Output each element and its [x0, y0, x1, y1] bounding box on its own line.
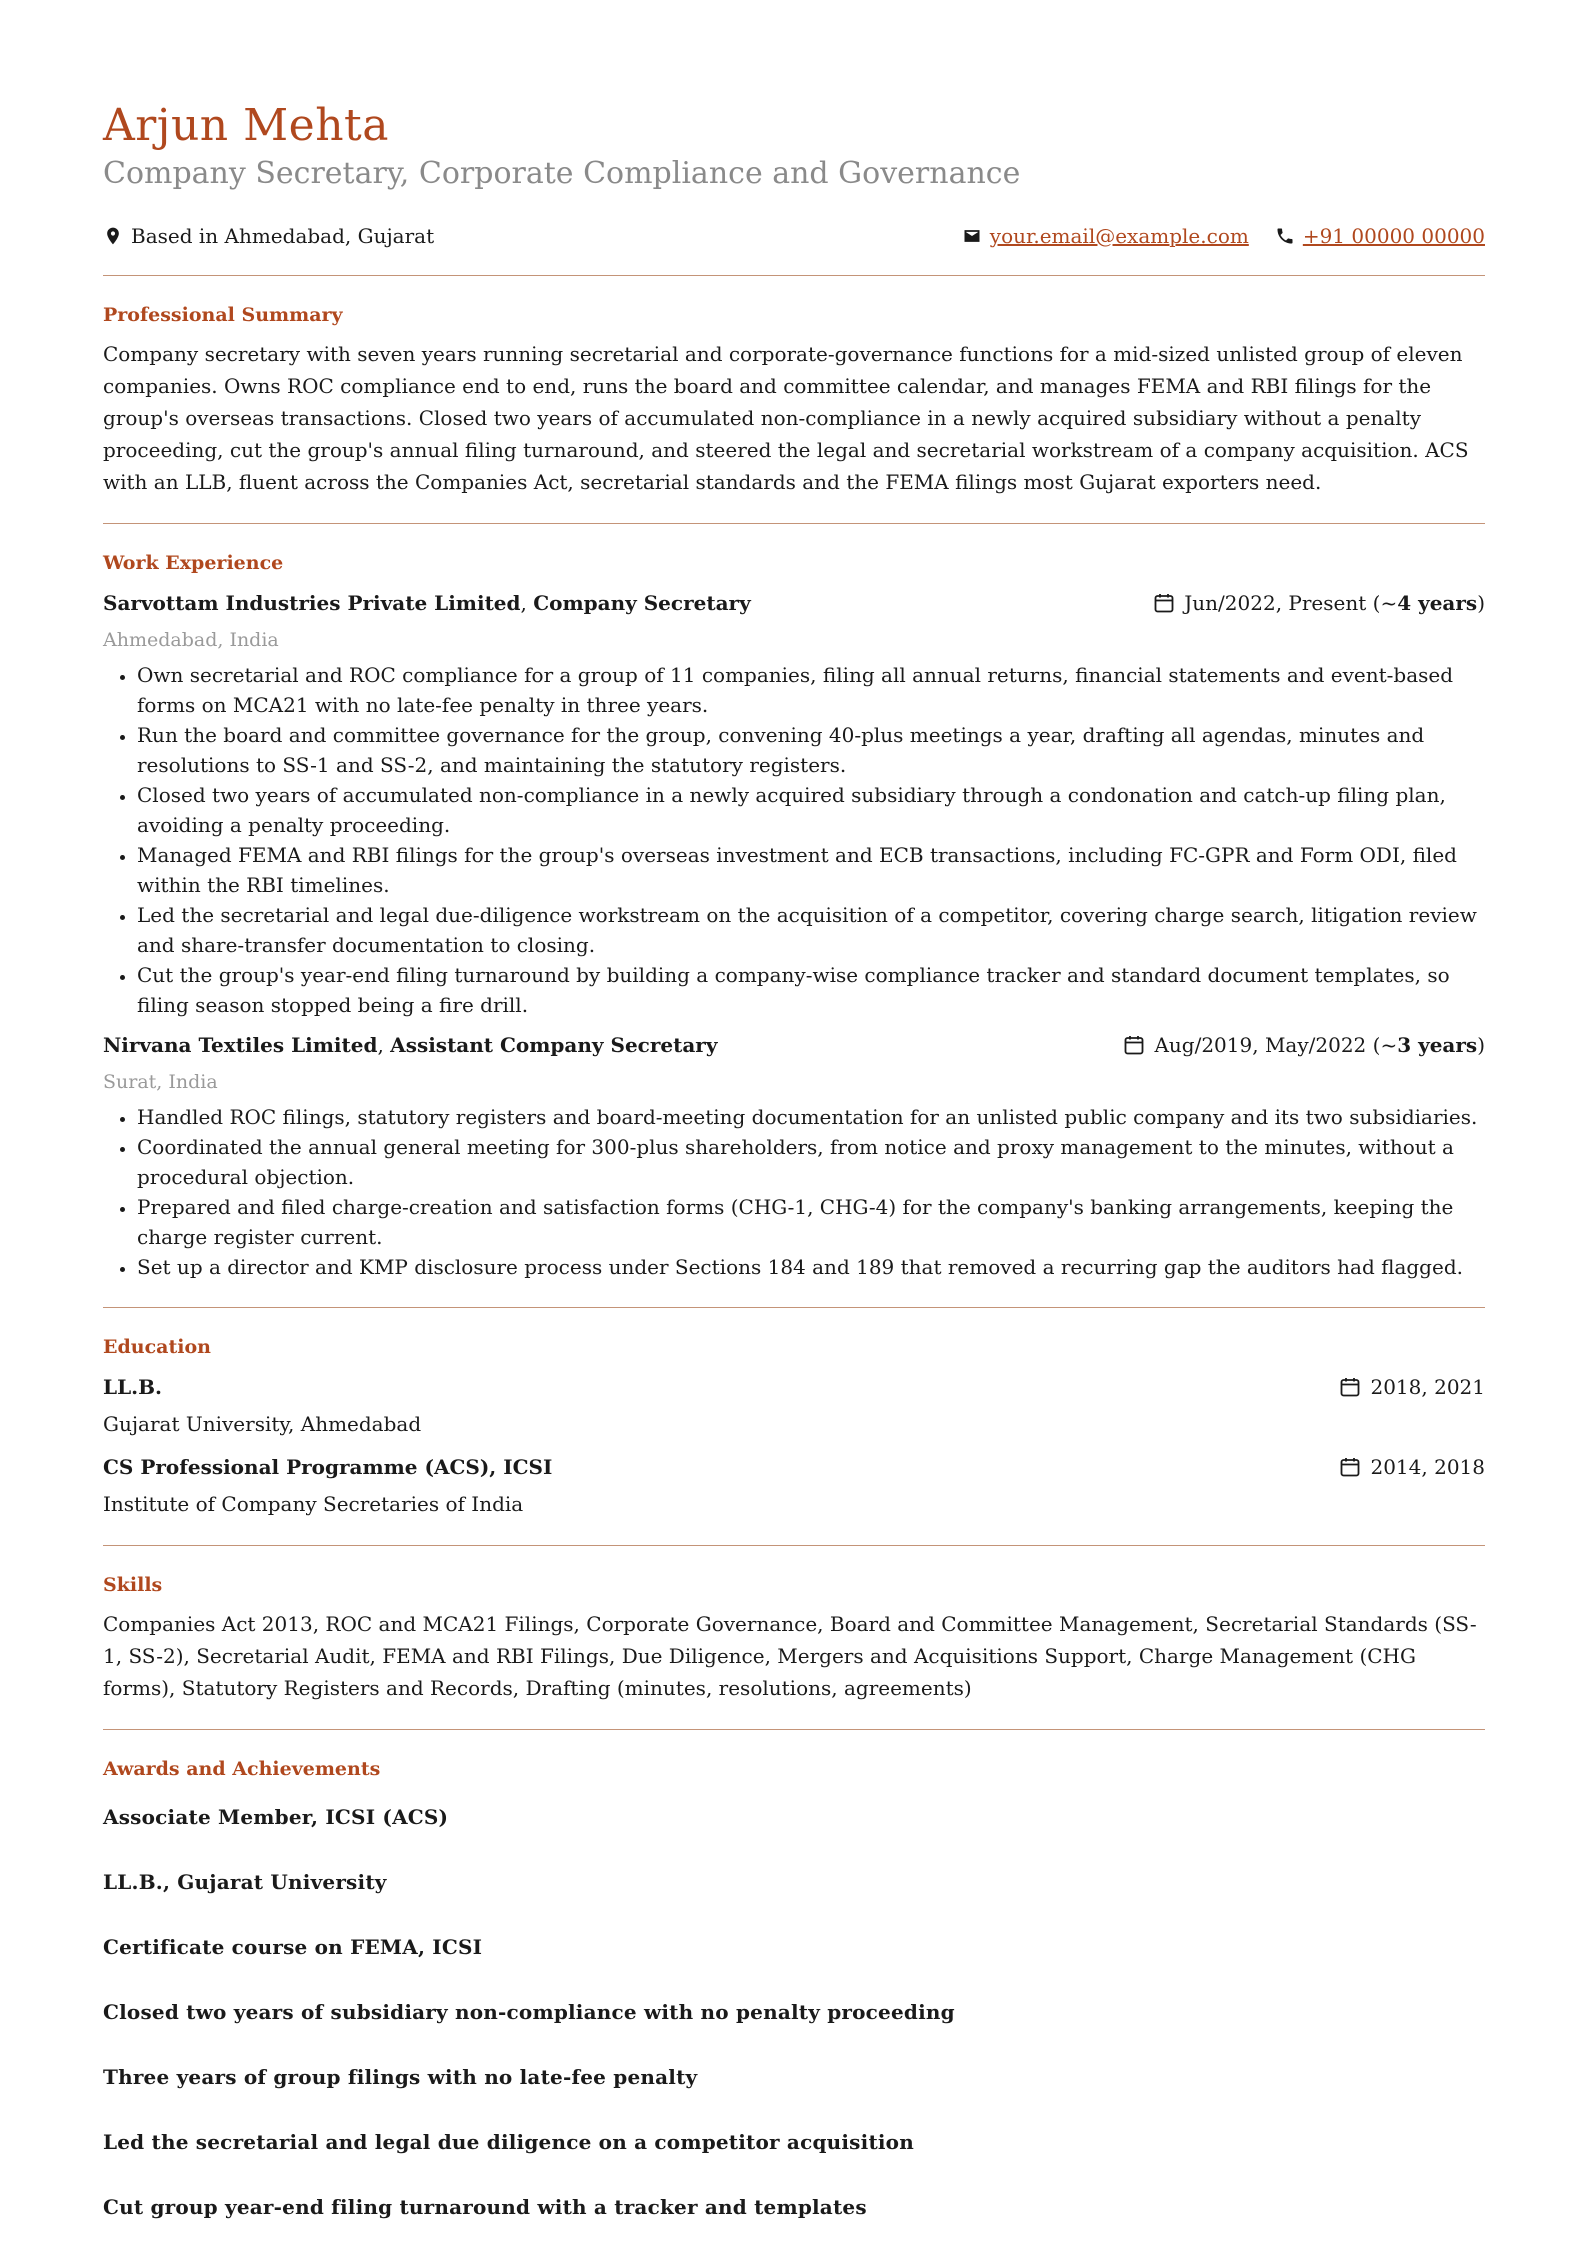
- education-dates: [1338, 1370, 1485, 1404]
- education-entry: [103, 1450, 1485, 1520]
- bullet-item: • Closed two years of accumulated non-compliance in a newly acquired subsidiary through a condonation and catch-up filing plan, avoiding a penalty proceeding.: [137, 780, 1485, 840]
- calendar-icon: [1152, 591, 1176, 615]
- job-title: Nirvana Textiles Limited, Assistant Company Secretary: [103, 1033, 718, 1057]
- job-role: Company Secretary: [533, 591, 751, 615]
- calendar-icon: [1338, 1455, 1362, 1479]
- date-close: ): [1477, 1033, 1485, 1057]
- job-dates: [1152, 586, 1485, 620]
- job-header: [103, 1028, 1485, 1062]
- phone-link[interactable]: +91 00000 00000: [1302, 224, 1485, 248]
- school: Gujarat University, Ahmedabad: [103, 1412, 422, 1436]
- date-range: Jun/2022, Present (~: [1184, 591, 1398, 615]
- date-close: ): [1477, 591, 1485, 615]
- degree: CS Professional Programme (ACS), ICSI: [103, 1455, 553, 1479]
- job-dates: [1122, 1028, 1485, 1062]
- contact-links: [936, 224, 1485, 248]
- skills-section: [103, 1546, 1485, 1704]
- education-section: [103, 1308, 1485, 1520]
- job-bullets: [103, 660, 1485, 1020]
- awards-section: [103, 1730, 1485, 2222]
- section-title: Professional Summary: [103, 304, 343, 326]
- job-bullets: [103, 1102, 1485, 1282]
- experience-section: [103, 524, 1485, 1282]
- date-range: 2018, 2021: [1370, 1375, 1485, 1399]
- candidate-headline: Company Secretary, Corporate Compliance and Governance: [103, 156, 1021, 191]
- phone-contact: [1275, 224, 1485, 248]
- duration: 4 years: [1397, 591, 1478, 615]
- email-contact: [962, 224, 1249, 248]
- contact-row: [103, 222, 1485, 250]
- bullet-item: • Managed FEMA and RBI filings for the group's overseas investment and ECB transactions, including FC-GPR and Form ODI, filed within the RBI timelines.: [137, 840, 1485, 900]
- job-title: Sarvottam Industries Private Limited, Company Secretary: [103, 591, 751, 615]
- job-entry: [103, 586, 1485, 1020]
- award-item: Certificate course on FEMA, ICSI: [103, 1935, 483, 1959]
- education-entry: [103, 1370, 1485, 1440]
- summary-section: [103, 276, 1485, 498]
- education-dates: [1338, 1450, 1485, 1484]
- bullet-item: • Led the secretarial and legal due-diligence workstream on the acquisition of a competitor, covering charge search, litigation review and share-transfer documentation to closing.: [137, 900, 1485, 960]
- education-header: [103, 1450, 1485, 1484]
- email-link[interactable]: your.email@example.com: [989, 224, 1249, 248]
- phone-icon: [1275, 226, 1295, 246]
- section-title: Awards and Achievements: [103, 1758, 381, 1780]
- bullet-item: • Prepared and filed charge-creation and satisfaction forms (CHG-1, CHG-4) for the company's banking arrangements, keeping the charge register current.: [137, 1192, 1485, 1252]
- date-range: Aug/2019, May/2022 (~: [1154, 1033, 1398, 1057]
- bullet-item: • Set up a director and KMP disclosure process under Sections 184 and 189 that removed a recurring gap the auditors had flagged.: [137, 1252, 1485, 1282]
- bullet-item: • Cut the group's year-end filing turnaround by building a company-wise compliance tracker and standard document templates, so filing season stopped being a fire drill.: [137, 960, 1485, 1020]
- section-title: Education: [103, 1336, 211, 1358]
- calendar-icon: [1122, 1033, 1146, 1057]
- calendar-icon: [1338, 1375, 1362, 1399]
- duration: 3 years: [1397, 1033, 1478, 1057]
- envelope-icon: [962, 226, 982, 246]
- job-header: [103, 586, 1485, 620]
- candidate-name: Arjun Mehta: [103, 100, 389, 151]
- section-title: Work Experience: [103, 552, 284, 574]
- skills-text: Companies Act 2013, ROC and MCA21 Filings, Corporate Governance, Board and Committee Management, Secretarial Standards (SS-1, SS-2), Secretarial Audit, FEMA and RBI Filings, Due Diligence, Mergers and Acquisitions Support, Charge Management (CHG forms), Statutory Registers and Records, Drafting (minutes, resolutions, agreements): [103, 1612, 1477, 1700]
- award-item: Associate Member, ICSI (ACS): [103, 1805, 449, 1829]
- education-header: [103, 1370, 1485, 1404]
- bullet-item: • Own secretarial and ROC compliance for a group of 11 companies, filing all annual returns, financial statements and event-based forms on MCA21 with no late-fee penalty in three years.: [137, 660, 1485, 720]
- job-entry: [103, 1028, 1485, 1282]
- award-item: Closed two years of subsidiary non-compliance with no penalty proceeding: [103, 2000, 955, 2024]
- job-role: Assistant Company Secretary: [390, 1033, 718, 1057]
- award-item: LL.B., Gujarat University: [103, 1870, 387, 1894]
- bullet-item: • Run the board and committee governance for the group, convening 40-plus meetings a year, drafting all agendas, minutes and resolutions to SS-1 and SS-2, and maintaining the statutory registers.: [137, 720, 1485, 780]
- location: [103, 224, 434, 248]
- section-title: Skills: [103, 1574, 163, 1596]
- award-item: Cut group year-end filing turnaround with a tracker and templates: [103, 2195, 867, 2219]
- location-text: Based in Ahmedabad, Gujarat: [131, 224, 435, 248]
- summary-text: Company secretary with seven years running secretarial and corporate-governance functions for a mid-sized unlisted group of eleven companies. Owns ROC compliance end to end, runs the board and committee calendar, and manages FEMA and RBI filings for the group's overseas transactions. Closed two years of accumulated non-compliance in a newly acquired subsidiary without a penalty proceeding, cut the group's annual filing turnaround, and steered the legal and secretarial workstream of a company acquisition. ACS with an LLB, fluent across the Companies Act, secretarial standards and the FEMA filings most Gujarat exporters need.: [103, 342, 1469, 494]
- job-location: Surat, India: [103, 1071, 218, 1093]
- company-name: Sarvottam Industries Private Limited: [103, 591, 521, 615]
- bullet-item: • Handled ROC filings, statutory registers and board-meeting documentation for an unlisted public company and its two subsidiaries.: [137, 1102, 1485, 1132]
- school: Institute of Company Secretaries of India: [103, 1492, 524, 1516]
- map-pin-icon: [103, 226, 123, 246]
- degree: LL.B.: [103, 1375, 162, 1399]
- bullet-item: • Coordinated the annual general meeting for 300-plus shareholders, from notice and proxy management to the minutes, without a procedural objection.: [137, 1132, 1485, 1192]
- job-location: Ahmedabad, India: [103, 629, 279, 651]
- company-name: Nirvana Textiles Limited: [103, 1033, 378, 1057]
- award-item: Led the secretarial and legal due diligence on a competitor acquisition: [103, 2130, 914, 2154]
- date-range: 2014, 2018: [1370, 1455, 1485, 1479]
- award-item: Three years of group filings with no late-fee penalty: [103, 2065, 698, 2089]
